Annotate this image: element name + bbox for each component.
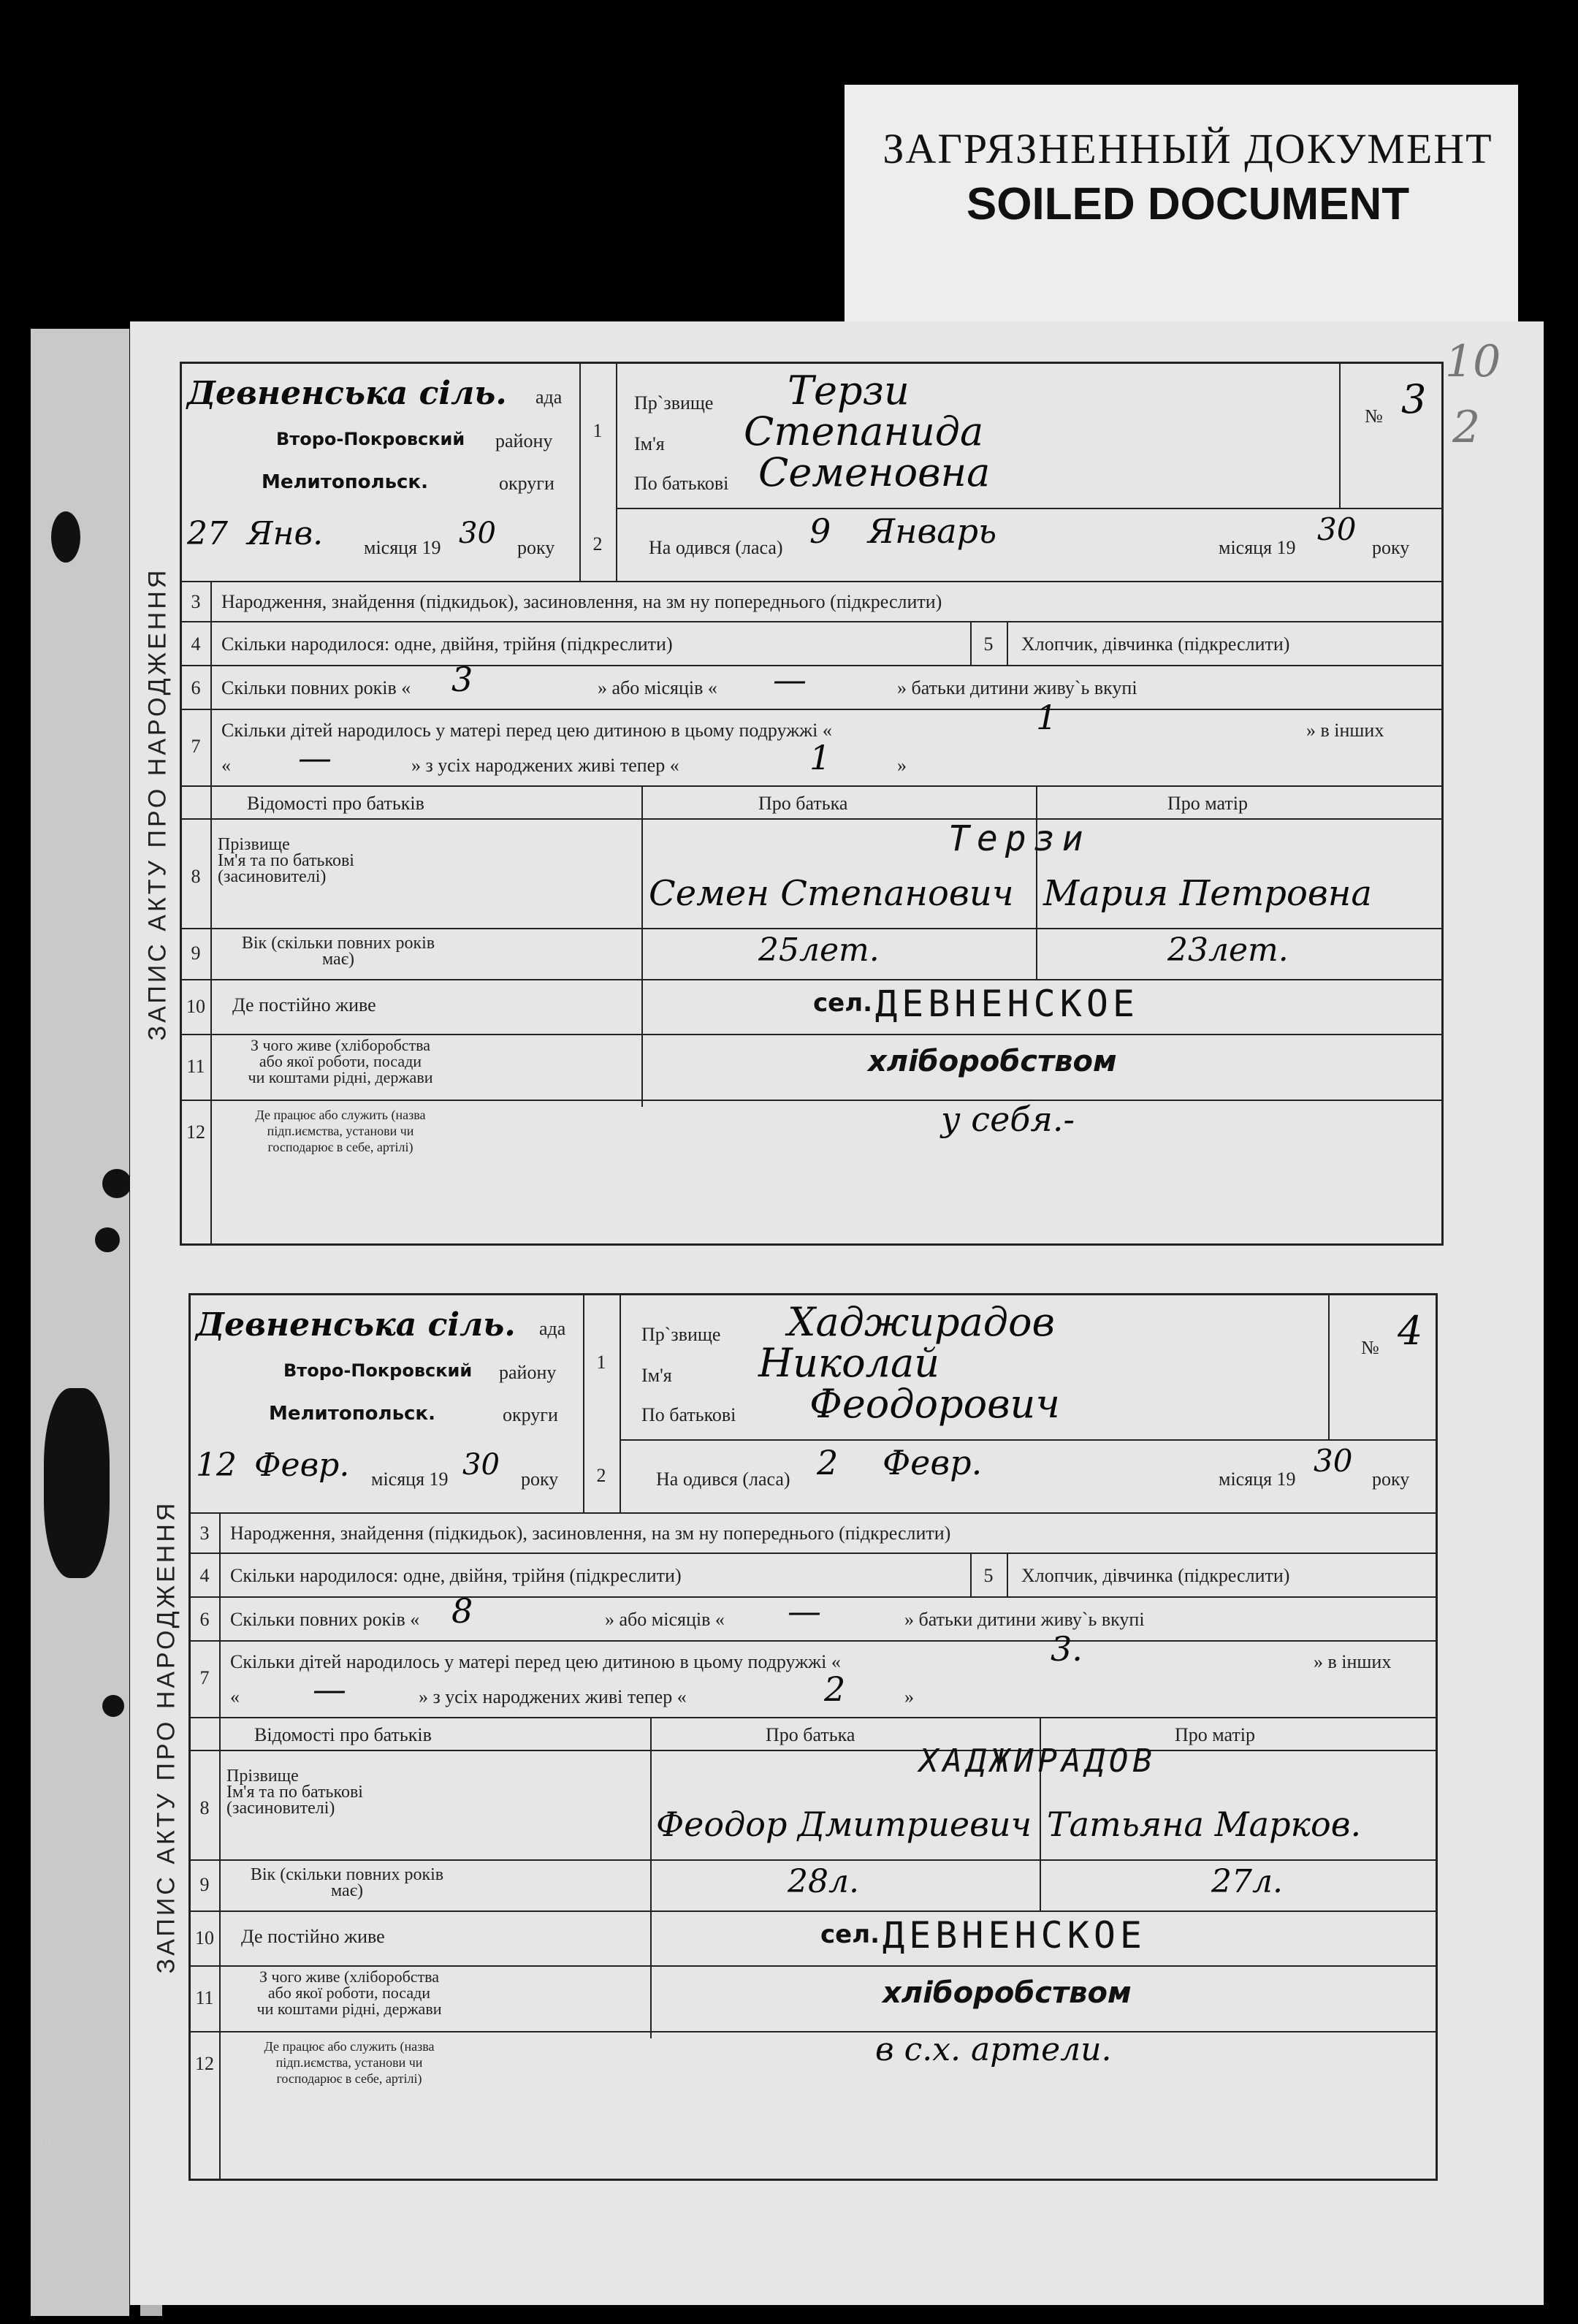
workplace: у себя.- [941,1100,1075,1139]
label-prizvyshche: Пр`звище [641,1324,721,1345]
living-now: 1 [809,738,831,777]
row-5-text: Хлопчик, дівчинка (підкреслити) [1021,1565,1290,1586]
label-number-sign: № [1361,1337,1379,1358]
living-now: 2 [824,1669,846,1709]
row-9-label: Вік (скільки повних років має) [250,1865,444,1900]
corner-mark-b: 2 [1452,402,1481,453]
header-mother: Про матір [1167,793,1249,814]
label-imya: Ім'я [641,1365,672,1386]
village-council: Девненська сіль. [196,1306,516,1344]
birth-day: 9 [809,511,831,551]
months-together: — [788,1591,821,1631]
label-okrugy: округи [503,1404,558,1425]
reg-day: 12 [196,1447,237,1484]
label-number-sign: № [1365,405,1383,427]
row-6-text-a: Скільки повних років « [230,1609,420,1630]
reg-year: 30 [459,517,496,550]
side-number: 148. [37,2133,65,2152]
record-vertical-title: ЗАПИС АКТУ ПРО НАРОДЖЕННЯ [143,567,172,1040]
soiled-document-stamp [845,85,1518,342]
years-together: 8 [451,1591,473,1631]
mother-name: Татьяна Марков. [1047,1805,1362,1844]
occupation: хліборобством [868,1045,1117,1078]
child-name: Степанида [744,408,984,454]
label-roku-2: року [1372,1468,1410,1490]
corner-mark-a: 10 [1445,336,1501,387]
label-rayonu: району [495,430,553,452]
row-8-label: Прізвище Ім'я та по батькові (засиновителі) [218,835,354,886]
row-4-text: Скільки народилося: одне, двійня, трійня (підкреслити) [230,1565,682,1586]
birth-day: 2 [817,1443,839,1482]
years-together: 3 [451,660,473,699]
father-age: 25лет. [758,931,880,969]
birth-month: Январь [868,511,997,551]
child-name: Николай [758,1340,939,1386]
binding-strip [31,329,129,2316]
row-4-text: Скільки народилося: одне, двійня, трійня (підкреслити) [221,633,673,655]
record-number: 4 [1398,1308,1423,1354]
header-parents-info: Відомості про батьків [254,1724,432,1745]
row-7-text-c: » з усіх народжених живі тепер « [419,1686,687,1707]
label-misyatsa: місяця 19 [371,1468,449,1490]
okrug-stamp: Мелитопольск. [262,471,428,493]
birth-record-2: ЗАПИС АКТУ ПРО НАРОДЖЕННЯ Девненська сіль. ада Второ-Покровский району Мелитопольск. округи 12 Февр. місяця 19 30 року 1 2 Пр`звище Хаджирадов Ім'я Николай По батькові Феодорович № 4 На одився (ласа) 2 Февр. місяця 19 30 року 3 Народження, знайдення (підкидьок), засиновлення, на зм ну попереднього (підкреслити) 4 Скільки народилося: одне, двійня, трійня (підкреслити) 5 Хлопчик, дівчинка (підкреслити) 6 Скільки повних років « 8 » або місяців « — » батьки дитини живу`ь вкупі 7 Скільки дітей народилось у матері перед цею дитиною в цьому подружжі « 3. » в інших « — » з усіх народжених живі тепер « 2 » Відомості про батьків Про батька Про матір 8 Прізвище Ім'я та по батькові (засиновителі) ХАДЖИРАДОВ Феодор Дмитриевич Татьяна Марков. 9 Вік (скільки повних років має) 28л. 27л. 10 Де постійно живе сел. ДЕВНЕНСКОЕ 11 З чого живе (хліборобства або якої роботи, посади чи коштами рідні, держави хліборобством 12 Де працює або служить (назва підп.иємства, установи чи господарює в себе, артілі) в с.х. артели. [130,1293,1445,2181]
record-number: 3 [1401,376,1427,422]
row-3-text: Народження, знайдення (підкидьок), засиновлення, на зм ну попереднього (підкреслити) [221,591,942,612]
residence-prefix: сел. [820,1920,880,1949]
months-together: — [773,660,807,699]
header-parents-info: Відомості про батьків [247,793,424,814]
child-patronymic: Феодорович [809,1381,1060,1427]
reg-year: 30 [462,1448,500,1482]
label-narodyvsya: На одився (ласа) [649,537,783,558]
other-marriages: — [298,738,332,777]
father-age: 28л. [788,1863,859,1900]
label-ada: ада [539,1318,566,1339]
row-7-text-a: Скільки дітей народилось у матері перед цею дитиною в цьому подружжі « [221,720,832,741]
residence-prefix: сел. [813,988,873,1018]
row-6-text-b: » або місяців « [605,1609,725,1630]
other-marriages: — [313,1669,346,1709]
binding-hole [95,1227,120,1252]
reg-month: Февр. [254,1447,350,1484]
children-before: 1 [1036,698,1058,737]
label-po-batkovi: По батькові [641,1404,736,1425]
row-3-text: Народження, знайдення (підкидьок), засиновлення, на зм ну попереднього (підкреслити) [230,1523,951,1544]
header-father: Про батька [766,1724,855,1745]
stamp-text-en: SOILED DOCUMENT [966,179,1410,229]
binding-damage [44,1388,110,1578]
child-surname: Терзи [788,367,910,414]
workplace: в с.х. артели. [875,2031,1112,2068]
row-6-text-b: » або місяців « [598,677,717,698]
row-10-label: Де постійно живе [232,994,376,1016]
occupation: хліборобством [883,1976,1132,2010]
header-father: Про батька [758,793,848,814]
mother-age: 23лет. [1167,931,1289,969]
children-before: 3. [1051,1629,1083,1669]
row-6-text-c: » батьки дитини живу`ь вкупі [904,1609,1145,1630]
label-roku-2: року [1372,537,1410,558]
row-7-text-b: » в інших [1306,720,1384,741]
row-11-label: З чого живе (хліборобства або якої роботи, посади чи коштами рідні, держави [248,1036,433,1086]
village-council: Девненська сіль. [187,375,507,412]
birth-year: 30 [1317,511,1357,547]
row-5-text: Хлопчик, дівчинка (підкреслити) [1021,633,1290,655]
binding-hole [102,1695,124,1717]
row-7-text-c: » з усіх народжених живі тепер « [411,755,679,776]
register-page [130,321,1544,2305]
reg-month: Янв. [247,515,324,552]
label-misyatsa-2: місяця 19 [1219,537,1296,558]
birth-year: 30 [1314,1443,1353,1479]
row-7-text-b: » в інших [1314,1651,1392,1672]
family-surname: ХАДЖИРАДОВ [919,1742,1156,1780]
rayon-stamp: Второ-Покровский [276,429,465,449]
residence: ДЕВНЕНСКОЕ [883,1914,1147,1957]
binding-hole [51,511,80,563]
row-7-text-a: Скільки дітей народилось у матері перед цею дитиною в цьому подружжі « [230,1651,841,1672]
reg-day: 27 [187,515,228,552]
birth-month: Февр. [883,1443,983,1482]
child-patronymic: Семеновна [758,449,991,495]
label-rayonu: району [499,1362,557,1383]
header-mother: Про матір [1175,1724,1256,1745]
label-ada: ада [535,386,563,408]
mother-name: Мария Петровна [1043,873,1373,914]
child-surname: Хаджирадов [788,1299,1055,1345]
label-misyatsa-2: місяця 19 [1219,1468,1296,1490]
label-roku: року [521,1468,559,1490]
row-6-text-a: Скільки повних років « [221,677,411,698]
stamp-text-ru: ЗАГРЯЗНЕННЫЙ ДОКУМЕНТ [883,125,1493,172]
label-imya: Ім'я [634,433,665,454]
father-name: Феодор Дмитриевич [656,1805,1032,1844]
rayon-stamp: Второ-Покровский [283,1360,473,1381]
row-12-label: Де працює або служить (назва підп.иємства, установи чи господарює в себе, артілі) [264,2039,435,2086]
label-okrugy: округи [499,473,554,494]
label-roku: року [517,537,555,558]
binding-hole [102,1169,132,1198]
row-6-text-c: » батьки дитини живу`ь вкупі [897,677,1137,698]
label-po-batkovi: По батькові [634,473,729,494]
row-12-label: Де працює або служить (назва підп.иємства, установи чи господарює в себе, артілі) [255,1108,426,1154]
birth-record-1: ЗАПИС АКТУ ПРО НАРОДЖЕННЯ Девненська сіль. ада Второ-Покровский району Мелитопольск. округи 27 Янв. місяця 19 30 року 1 2 Пр`звище Терзи Ім'я Степанида По батькові Семеновна № 3 На одився (ласа) 9 Январь місяця 19 30 року 3 Народження, знайдення (підкидьок), засиновлення, на зм ну попереднього (підкреслити) 4 Скільки народилося: одне, двійня, трійня (підкреслити) 5 Хлопчик, дівчинка (підкреслити) 6 Скільки повних років « 3 » або місяців « — » батьки дитини живу`ь вкупі 7 Скільки дітей народилось у матері перед цею дитиною в цьому подружжі « 1 » в інших « — » з усіх народжених живі тепер « 1 » Відомості про батьків Про батька Про матір 8 Прізвище Ім'я та по батькові (засиновителі) Терзи Семен Степанович Мария Петровна 9 Вік (скільки повних років має) 25лет. 23лет. 10 Де постійно живе сел. ДЕВНЕНСКОЕ 11 З чого живе (хліборобства або якої роботи, посади чи коштами рідні, держави хліборобством 12 Де працює або служить (назва підп.иємства, установи чи господарює в себе, артілі) у себя.- [130,362,1445,1246]
okrug-stamp: Мелитопольск. [269,1403,435,1425]
row-10-label: Де постійно живе [241,1926,385,1947]
label-misyatsa: місяця 19 [364,537,441,558]
row-9-label: Вік (скільки повних років має) [241,934,435,969]
family-surname: Терзи [948,818,1091,859]
father-name: Семен Степанович [649,873,1014,914]
row-11-label: З чого живе (хліборобства або якої роботи, посади чи коштами рідні, держави [256,1967,442,2018]
mother-age: 27л. [1211,1863,1283,1900]
residence: ДЕВНЕНСКОЕ [875,983,1140,1025]
record-vertical-title: ЗАПИС АКТУ ПРО НАРОДЖЕННЯ [152,1500,180,1974]
row-8-label: Прізвище Ім'я та по батькові (засиновителі) [226,1767,363,1818]
label-narodyvsya: На одився (ласа) [656,1468,790,1490]
label-prizvyshche: Пр`звище [634,392,714,414]
